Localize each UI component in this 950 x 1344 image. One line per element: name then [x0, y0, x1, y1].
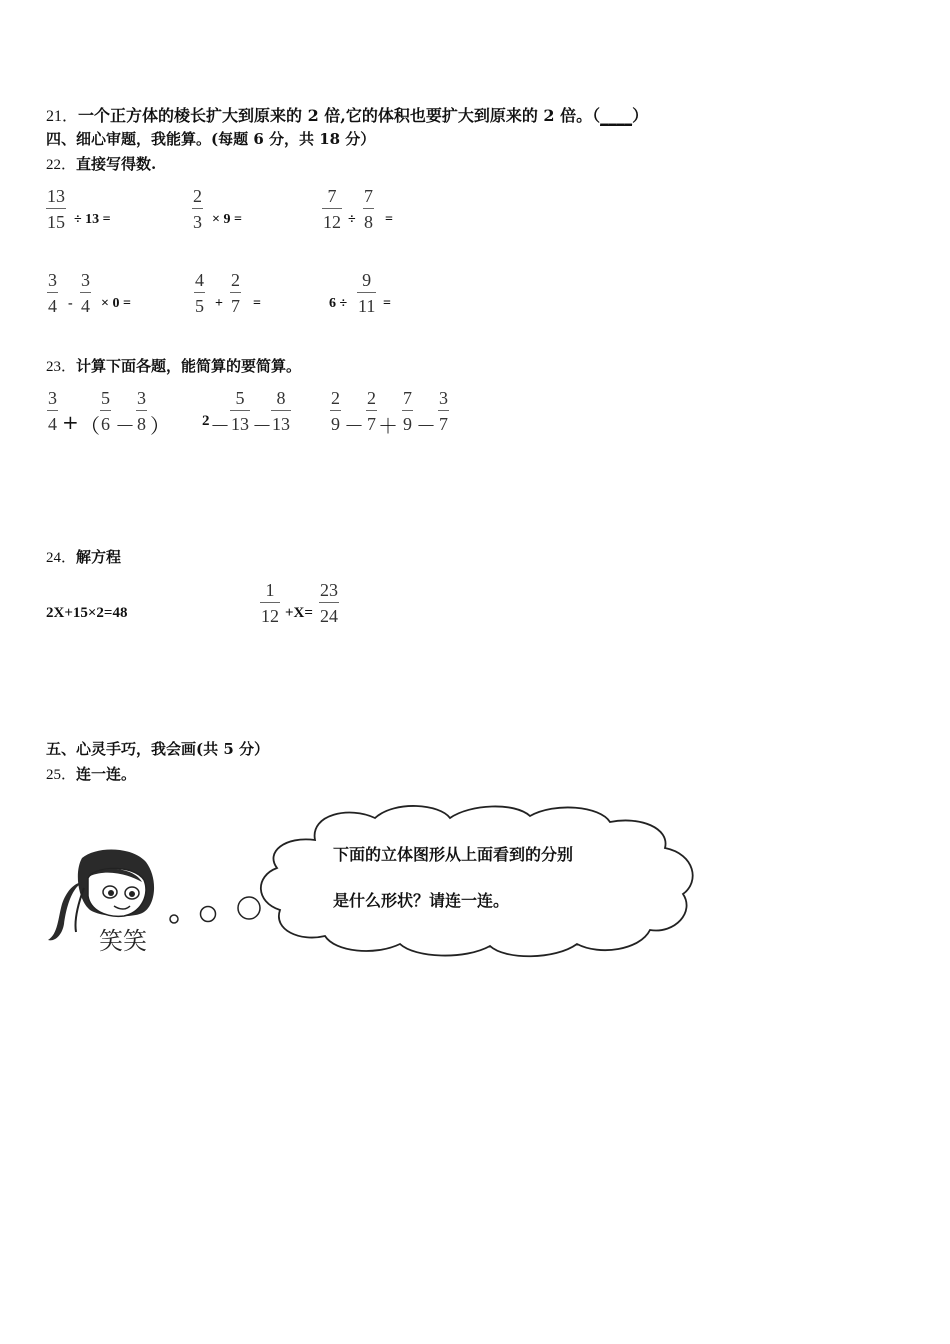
- fraction: 3 4: [48, 388, 57, 434]
- fraction: 3 7: [439, 388, 448, 434]
- fraction: 13 15: [47, 186, 65, 232]
- bubble-text-line-2: 是什么形状？请连一连。: [333, 891, 510, 910]
- question-21: 21．一个正方体的棱长扩大到原来的 2 倍,它的体积也要扩大到原来的 2 倍。（____）: [46, 106, 649, 125]
- thought-dot-medium: [201, 907, 216, 922]
- operator-text: =: [253, 296, 261, 311]
- fraction: 2 7: [231, 270, 240, 316]
- character-caption: 笑笑: [99, 927, 147, 955]
- fraction: 2 7: [367, 388, 376, 434]
- section-4-title: 四、细心审题，我能算。(每题 6 分，共 18 分）: [46, 130, 376, 148]
- question-text: 一个正方体的棱长扩大到原来的 2 倍,它的体积也要扩大到原来的 2 倍。: [78, 106, 593, 125]
- operator-text: × 9 =: [212, 212, 242, 227]
- equation-1: 2X+15×2=48: [46, 605, 128, 621]
- fraction: 3 4: [81, 270, 90, 316]
- fraction: 1 12: [261, 580, 279, 626]
- operator-text: 6 ÷: [329, 296, 348, 311]
- right-paren: ）: [150, 414, 170, 438]
- plus-sign: ＋: [378, 414, 398, 438]
- operator-text: -: [68, 296, 73, 311]
- fraction: 7 9: [403, 388, 412, 434]
- thought-dot-large: [238, 897, 260, 919]
- plus-sign: +: [62, 410, 79, 434]
- operator-text: ÷: [348, 212, 356, 227]
- fraction: 3 8: [137, 388, 146, 434]
- operator-text: +: [215, 296, 223, 311]
- minus-sign: －: [115, 414, 135, 438]
- fraction: 4 5: [195, 270, 204, 316]
- fraction: 2 3: [193, 186, 202, 232]
- fraction: 7 8: [364, 186, 373, 232]
- minus-sign: －: [416, 414, 436, 438]
- minus-sign: －: [252, 414, 272, 438]
- thought-dot-small: [170, 915, 178, 923]
- answer-blank[interactable]: ____: [600, 106, 633, 125]
- fraction: 2 9: [331, 388, 340, 434]
- question-25-title: 25．连一连。: [46, 765, 137, 783]
- left-paren: （: [80, 414, 100, 438]
- thought-bubble: [255, 802, 700, 960]
- fraction: 3 4: [48, 270, 57, 316]
- fraction: 9 11: [358, 270, 376, 316]
- fraction: 23 24: [320, 580, 338, 626]
- equation-2-middle: +X=: [285, 605, 313, 621]
- fraction: 5 6: [101, 388, 110, 434]
- fraction: 5 13: [231, 388, 249, 434]
- minus-sign: －: [210, 414, 230, 438]
- question-number: 21．: [46, 108, 79, 125]
- minus-sign: －: [344, 414, 364, 438]
- question-22-title: 22．直接写得数.: [46, 155, 157, 173]
- fraction: 8 13: [272, 388, 290, 434]
- section-5-title: 五、心灵手巧，我会画(共 5 分）: [46, 740, 269, 758]
- question-24-title: 24．解方程: [46, 548, 122, 566]
- thought-dots: [162, 890, 267, 930]
- operator-text: =: [385, 212, 393, 227]
- question-23-title: 23．计算下面各题，能简算的要简算。: [46, 357, 302, 375]
- operator-text: × 0 =: [101, 296, 131, 311]
- operator-text: =: [383, 296, 391, 311]
- operator-text: 2: [202, 413, 210, 429]
- operator-text: ÷ 13 =: [74, 212, 111, 227]
- fraction: 7 12: [323, 186, 341, 232]
- bubble-text-line-1: 下面的立体图形从上面看到的分别: [333, 845, 574, 864]
